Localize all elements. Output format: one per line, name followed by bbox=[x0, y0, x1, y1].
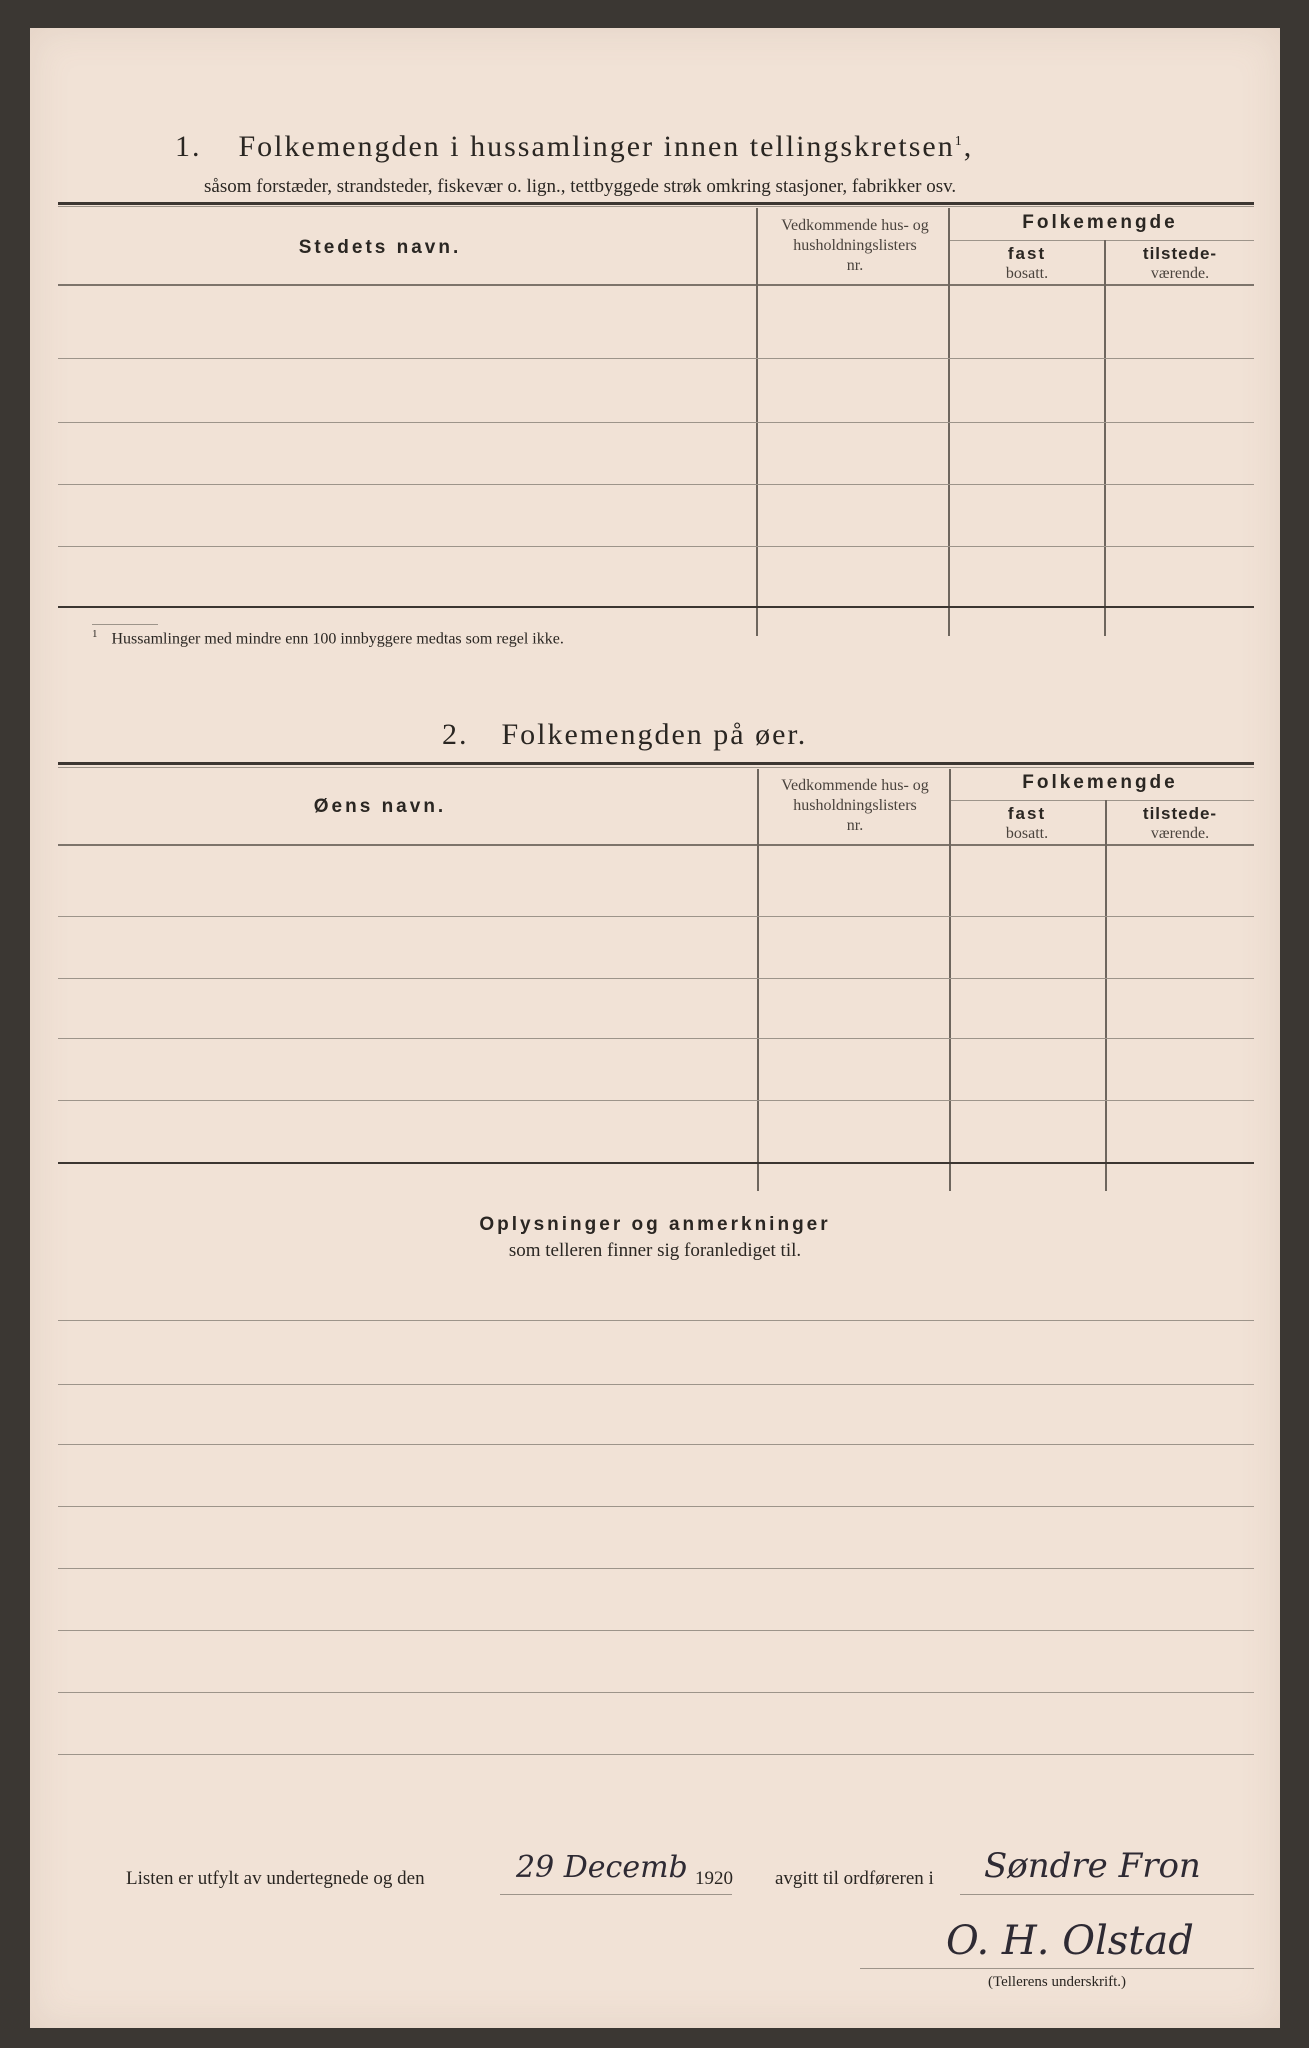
footnote-mark: 1 bbox=[92, 628, 98, 640]
teller-signature: O. H. Olstad bbox=[946, 1918, 1194, 1964]
section2-col-tilstede-l1: tilstede- bbox=[1142, 804, 1218, 823]
municipality-fill-line bbox=[960, 1894, 1254, 1895]
section1-row-rule bbox=[58, 546, 1254, 547]
signature-line bbox=[860, 1968, 1254, 1969]
section1-bottom-rule bbox=[58, 606, 1254, 608]
section2-vline-1 bbox=[757, 769, 759, 1191]
section1-title-comma: , bbox=[963, 130, 974, 163]
signature-caption: (Tellerens underskrift.) bbox=[987, 1974, 1127, 1990]
section2-row-rule bbox=[58, 978, 1254, 979]
census-form-page bbox=[30, 28, 1280, 2028]
municipality-handwritten: Søndre Fron bbox=[984, 1846, 1201, 1886]
signature-statement-start: Listen er utfylt av undertegnede og den bbox=[126, 1868, 425, 1889]
section1-row-rule bbox=[58, 422, 1254, 423]
section2-col-group-header: Folkemengde bbox=[1022, 772, 1178, 793]
date-fill-line bbox=[500, 1894, 732, 1895]
section2-col-fast-l2: bosatt. bbox=[1005, 825, 1049, 842]
footnote-rule bbox=[92, 624, 158, 625]
section1-col-list-l3: nr. bbox=[846, 257, 864, 274]
section2-group-rule bbox=[950, 800, 1254, 801]
section1-col-tilstede-l1: tilstede- bbox=[1142, 244, 1218, 263]
section2-col-fast-l1: fast bbox=[1007, 804, 1047, 823]
section2-top-rule-2 bbox=[58, 767, 1254, 768]
section1-col-tilstede-l2: værende. bbox=[1150, 265, 1210, 282]
section2-row-rule bbox=[58, 1038, 1254, 1039]
section1-header-rule bbox=[58, 284, 1254, 286]
remarks-line bbox=[58, 1320, 1254, 1321]
remarks-line bbox=[58, 1692, 1254, 1693]
section2-header-rule bbox=[58, 844, 1254, 846]
section2-number: 2. bbox=[442, 718, 469, 751]
section1-top-rule-2 bbox=[58, 206, 1254, 207]
section2-col-tilstede-header bbox=[1106, 804, 1254, 844]
section1-col-list-l1: Vedkommende hus- og bbox=[781, 217, 929, 234]
section1-group-rule bbox=[950, 240, 1254, 241]
section1-number: 1. bbox=[175, 130, 202, 163]
signature-statement-middle: avgitt til ordføreren i bbox=[775, 1868, 934, 1889]
date-handwritten: 29 Decemb bbox=[516, 1850, 688, 1885]
section1-row-rule bbox=[58, 358, 1254, 359]
section1-title: Folkemengden i hussamlinger innen tellingskretsen bbox=[238, 130, 955, 163]
section1-footnote bbox=[92, 628, 564, 648]
section1-footnote-mark: 1 bbox=[954, 134, 964, 149]
section2-vline-2 bbox=[949, 769, 951, 1191]
section2-vline-3 bbox=[1105, 800, 1107, 1191]
remarks-subtitle: som telleren finner sig foranlediget til. bbox=[508, 1240, 802, 1261]
section2-col-tilstede-l2: værende. bbox=[1150, 825, 1210, 842]
section1-heading bbox=[175, 130, 973, 164]
remarks-line bbox=[58, 1630, 1254, 1631]
remarks-line bbox=[58, 1384, 1254, 1385]
year: 1920 bbox=[695, 1868, 733, 1889]
section1-top-rule bbox=[58, 202, 1254, 205]
section2-heading bbox=[442, 718, 807, 752]
section2-col-list-l1: Vedkommende hus- og bbox=[781, 777, 929, 794]
section2-row-rule bbox=[58, 1100, 1254, 1101]
section2-col-list-header bbox=[760, 776, 950, 836]
section1-col-fast-header bbox=[950, 244, 1104, 284]
footnote-text: Hussamlinger med mindre enn 100 innbyggere medtas som regel ikke. bbox=[111, 630, 564, 648]
section2-title: Folkemengden på øer. bbox=[501, 718, 808, 751]
section2-top-rule bbox=[58, 762, 1254, 765]
section1-col-fast-l2: bosatt. bbox=[1005, 265, 1049, 282]
remarks-line bbox=[58, 1754, 1254, 1755]
section2-col-name-header: Øens navn. bbox=[313, 796, 447, 817]
section1-col-list-l2: husholdningslisters bbox=[793, 237, 917, 254]
section1-col-list-header bbox=[760, 216, 950, 276]
remarks-line bbox=[58, 1506, 1254, 1507]
section1-row-rule bbox=[58, 484, 1254, 485]
section1-col-tilstede-header bbox=[1106, 244, 1254, 284]
remarks-line bbox=[58, 1568, 1254, 1569]
section1-col-group-header: Folkemengde bbox=[1022, 212, 1178, 233]
remarks-line bbox=[58, 1444, 1254, 1445]
section2-col-fast-header bbox=[950, 804, 1104, 844]
section1-vline-3 bbox=[1104, 240, 1106, 636]
section2-bottom-rule bbox=[58, 1162, 1254, 1164]
section1-col-fast-l1: fast bbox=[1007, 244, 1047, 263]
section1-col-name-header: Stedets navn. bbox=[298, 237, 462, 258]
section2-col-list-l2: husholdningslisters bbox=[793, 797, 917, 814]
remarks-title: Oplysninger og anmerkninger bbox=[479, 1214, 831, 1235]
section2-row-rule bbox=[58, 916, 1254, 917]
section1-subtitle: såsom forstæder, strandsteder, fiskevær o. lign., tettbyggede strøk omkring stasjoner, fabrikker osv. bbox=[204, 176, 957, 197]
section2-col-list-l3: nr. bbox=[846, 817, 864, 834]
